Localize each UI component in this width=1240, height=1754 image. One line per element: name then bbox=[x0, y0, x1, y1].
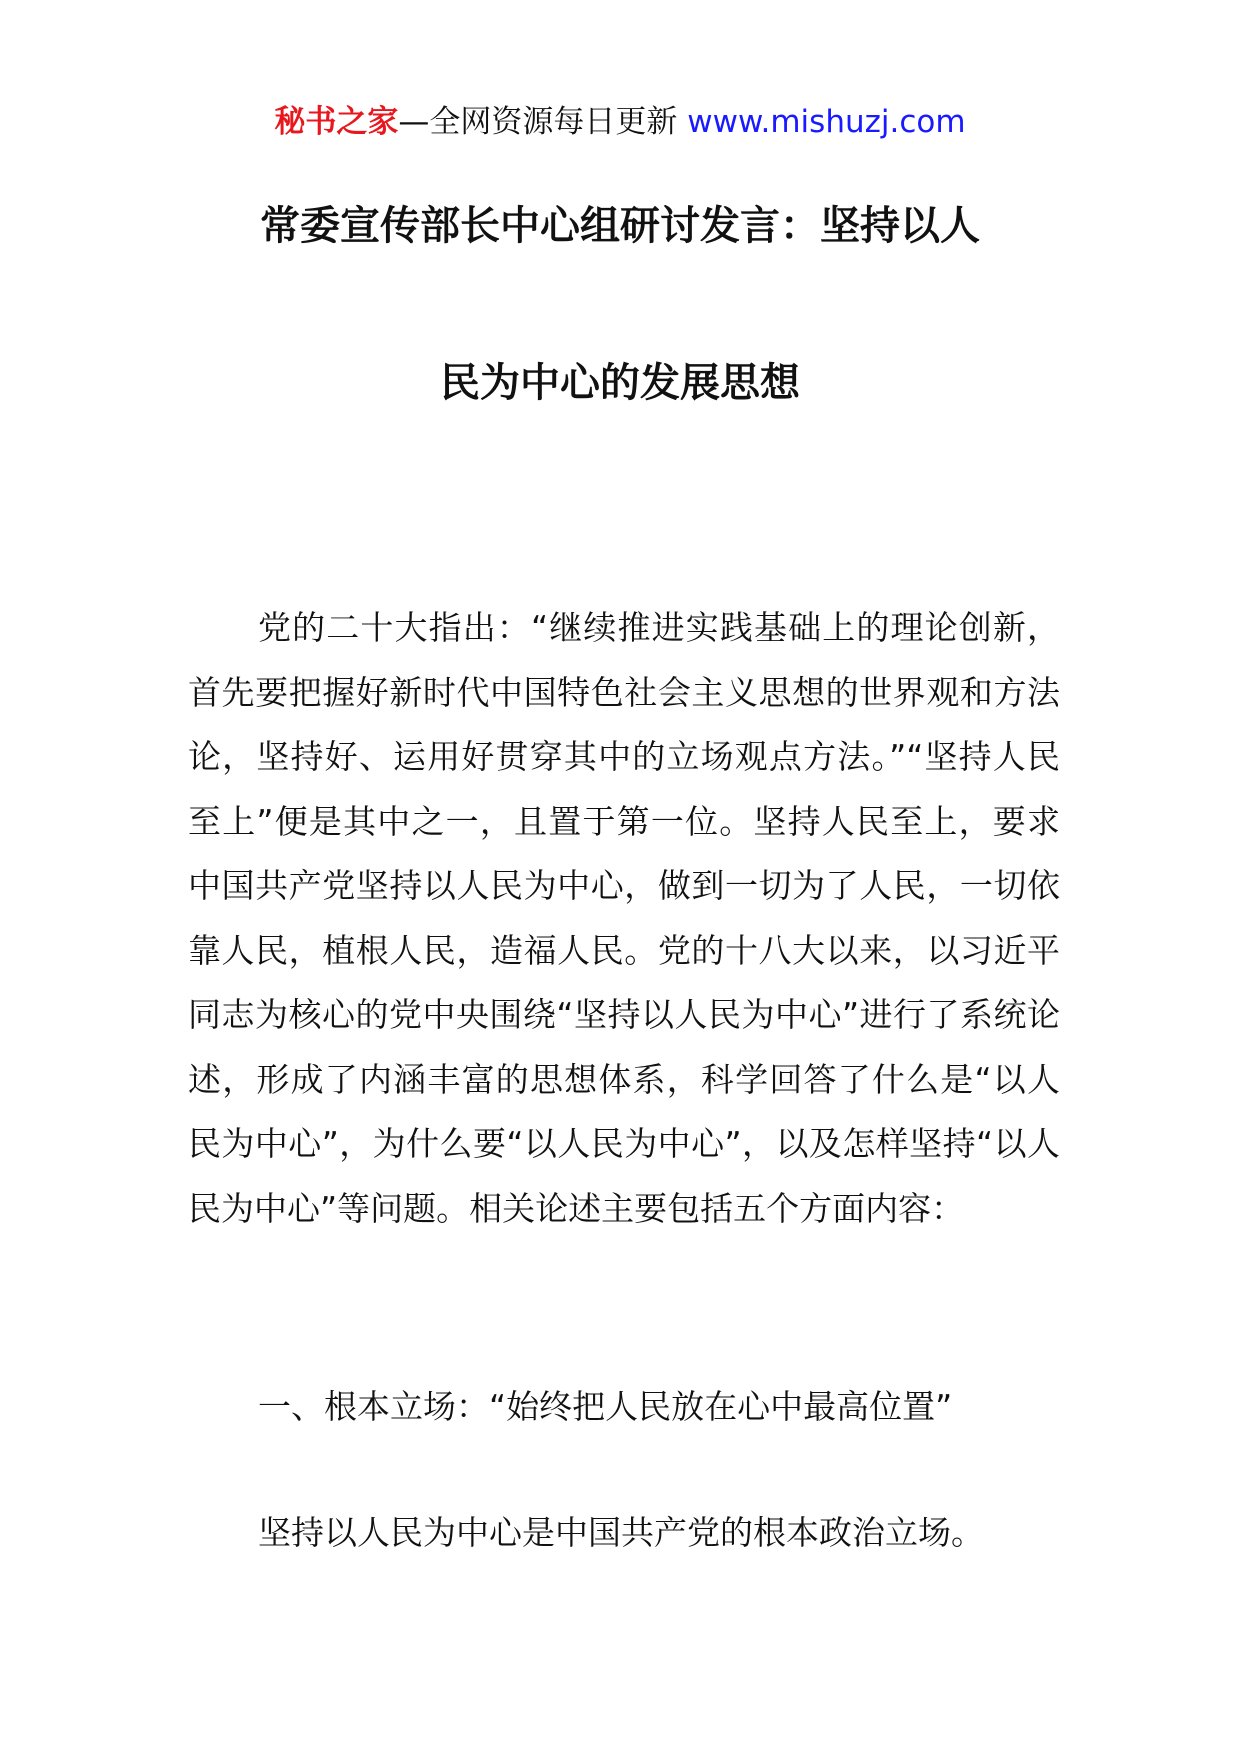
body-paragraph-1: 党的二十大指出：“继续推进实践基础上的理论创新，首先要把握好新时代中国特色社会主义思想的世界观和方法论，坚持好、运用好贯穿其中的立场观点方法。”“坚持人民至上”便是其中之一，且置于第一位。坚持人民至上，要求中国共产党坚持以人民为中心，做到一切为了人民，一切依靠人民，植根人民，造福人民。党的十八大以来，以习近平同志为核心的党中央围绕“坚持以人民为中心”进行了系统论述，形成了内涵丰富的思想体系，科学回答了什么是“以人民为中心”，为什么要“以人民为中心”，以及怎样坚持“以人民为中心”等问题。相关论述主要包括五个方面内容： bbox=[188, 608, 1060, 1228]
body-paragraph-2: 坚持以人民为中心是中国共产党的根本政治立场。 bbox=[258, 1513, 984, 1552]
document-title-line-1: 常委宣传部长中心组研讨发言：坚持以人 bbox=[260, 203, 980, 249]
site-url-link[interactable]: www.mishuzj.com bbox=[687, 104, 966, 140]
section-heading-1: 一、根本立场：“始终把人民放在心中最高位置” bbox=[258, 1387, 953, 1426]
header-tagline: —全网资源每日更新 bbox=[398, 104, 678, 140]
brand-name: 秘书之家 bbox=[274, 104, 399, 140]
document-title-line-2: 民为中心的发展思想 bbox=[440, 360, 800, 406]
site-header bbox=[0, 100, 1240, 144]
